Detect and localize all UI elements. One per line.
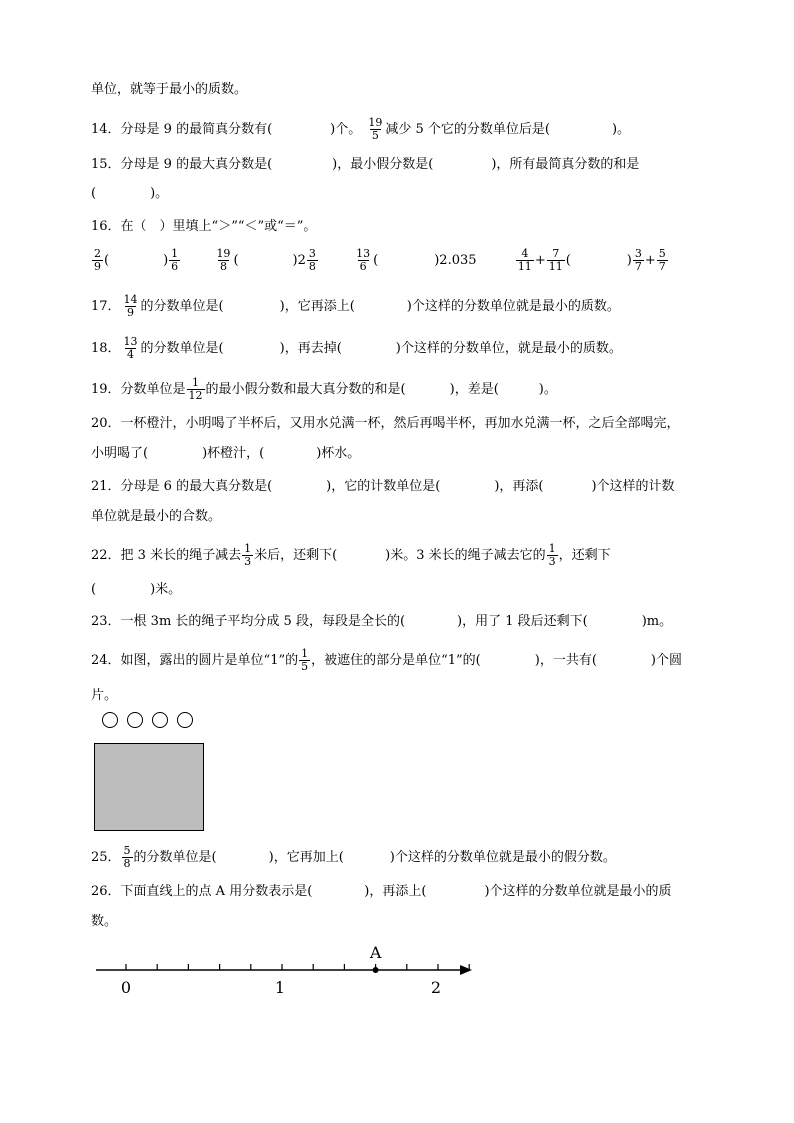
q16-frac-8: $\frac{5}{7}$ bbox=[658, 247, 666, 273]
q18-fraction: $\frac{13}{4}$ bbox=[123, 335, 138, 361]
question-20-cont: 小明喝了( )杯橙汁，( )杯水。 bbox=[91, 446, 361, 461]
question-26: 26．下面直线上的点 A 用分数表示是( )，再添上( )个这样的分数单位就是最小的质 bbox=[91, 884, 672, 899]
q14-text-b: )个。 bbox=[330, 122, 362, 137]
circle-piece bbox=[152, 712, 168, 728]
q22-fraction-2: $\frac{1}{3}$ bbox=[548, 542, 556, 568]
question-25: 25． $\frac{5}{8}$ 的分数单位是( )，它再加上( )个这样的分数单位就是最小的假分数。 bbox=[91, 844, 616, 870]
question-15 bbox=[91, 155, 639, 175]
q16-frac-7: $\frac{3}{7}$ bbox=[634, 247, 642, 273]
question-14 bbox=[91, 117, 630, 142]
number-line-tick-label: 0 bbox=[120, 978, 132, 997]
q15-text-e: )。 bbox=[150, 186, 169, 201]
point-a-label: A bbox=[369, 943, 382, 962]
q16-frac-1: $\frac{2}{9}$ bbox=[94, 247, 101, 273]
circle-piece bbox=[177, 712, 193, 728]
question-16-title: 16．在（ ）里填上“＞”“＜”或“＝”。 bbox=[91, 219, 317, 234]
q15-text-a: 15．分母是 9 的最大真分数是( bbox=[91, 157, 273, 172]
q16-frac-5: $\frac{4}{11}$ bbox=[517, 247, 532, 273]
q14-fraction: $\frac{19}{5}$ bbox=[368, 116, 383, 142]
q14-text-a: 14．分母是 9 的最简真分数有( bbox=[91, 122, 273, 137]
question-23: 23．一根 3m 长的绳子平均分成 5 段，每段是全长的( )，用了 1 段后还剩下( )m。 bbox=[91, 614, 673, 629]
question-22-cont: ( )米。 bbox=[91, 582, 182, 597]
question-24: 24．如图，露出的圆片是单位“1”的 $\frac{1}{5}$ ，被遮住的部分是单位“1”的( )，一共有( )个圆 bbox=[91, 647, 682, 673]
q25-fraction: $\frac{5}{8}$ bbox=[123, 844, 131, 870]
q16-frac-3: $\frac{19}{8}$ bbox=[216, 247, 231, 273]
q17-fraction: $\frac{14}{9}$ bbox=[123, 293, 138, 319]
q15-text-b: )，最小假分数是( bbox=[332, 157, 434, 172]
q13-continuation: 单位，就等于最小的质数。 bbox=[91, 82, 248, 97]
question-21-cont: 单位就是最小的合数。 bbox=[91, 509, 222, 524]
question-16-items: $\frac{2}{9}$ ( ) $\frac{1}{6}$ $\frac{19}{8}$ ( ) 2 $\frac{3}{8}$ $\frac{13}{6}$ ( )2.035 $\frac{4}{11}$ + $\frac{7}{11}$ ( ) $\frac{3}{7}$ + $\frac{5}{7}$ bbox=[94, 247, 666, 273]
number-line-tick-label: 1 bbox=[274, 978, 286, 997]
q14-text-c: 减少 5 个它的分数单位后是( bbox=[385, 122, 550, 137]
q15-text-c: )，所有最简真分数的和是 bbox=[491, 157, 640, 172]
number-line-tick-label: 2 bbox=[430, 978, 442, 997]
question-21: 21．分母是 6 的最大真分数是( )，它的计数单位是( )，再添( )个这样的计数 bbox=[91, 479, 675, 494]
question-17: 17． $\frac{14}{9}$ 的分数单位是( )，它再添上( )个这样的分数单位就是最小的质数。 bbox=[91, 293, 620, 319]
question-15-cont bbox=[91, 184, 168, 204]
question-24-cont: 片。 bbox=[91, 688, 118, 703]
covering-rectangle bbox=[94, 743, 204, 831]
question-26-cont: 数。 bbox=[91, 914, 118, 929]
circle-piece bbox=[102, 712, 118, 728]
number-line-arrow bbox=[460, 965, 472, 975]
q16-mixed-number: 2 $\frac{3}{8}$ bbox=[297, 247, 316, 273]
q16-frac-4: $\frac{13}{6}$ bbox=[356, 247, 371, 273]
q14-text-d: )。 bbox=[611, 122, 631, 137]
question-19: 19．分数单位是 $\frac{1}{12}$ 的最小假分数和最大真分数的和是( )，差是( )。 bbox=[91, 376, 557, 402]
q15-text-d: ( bbox=[91, 186, 97, 201]
question-20: 20．一杯橙汁，小明喝了半杯后，又用水兑满一杯，然后再喝半杯，再加水兑满一杯，之后全部喝完， bbox=[91, 416, 680, 431]
circle-pieces bbox=[102, 712, 193, 728]
question-22: 22．把 3 米长的绳子减去 $\frac{1}{3}$ 米后，还剩下( )米。3 米长的绳子减去它的 $\frac{1}{3}$ ，还剩下 bbox=[91, 542, 611, 568]
number-line bbox=[90, 940, 490, 1000]
q19-fraction: $\frac{1}{12}$ bbox=[188, 376, 203, 402]
q16-frac-6: $\frac{7}{11}$ bbox=[548, 247, 563, 273]
point-a-dot bbox=[373, 967, 379, 973]
q24-fraction: $\frac{1}{5}$ bbox=[301, 647, 309, 673]
q16-frac-2: $\frac{1}{6}$ bbox=[171, 247, 179, 273]
question-18: 18． $\frac{13}{4}$ 的分数单位是( )，再去掉( )个这样的分数单位，就是最小的质数。 bbox=[91, 335, 622, 361]
q22-fraction-1: $\frac{1}{3}$ bbox=[244, 542, 252, 568]
circle-piece bbox=[127, 712, 143, 728]
